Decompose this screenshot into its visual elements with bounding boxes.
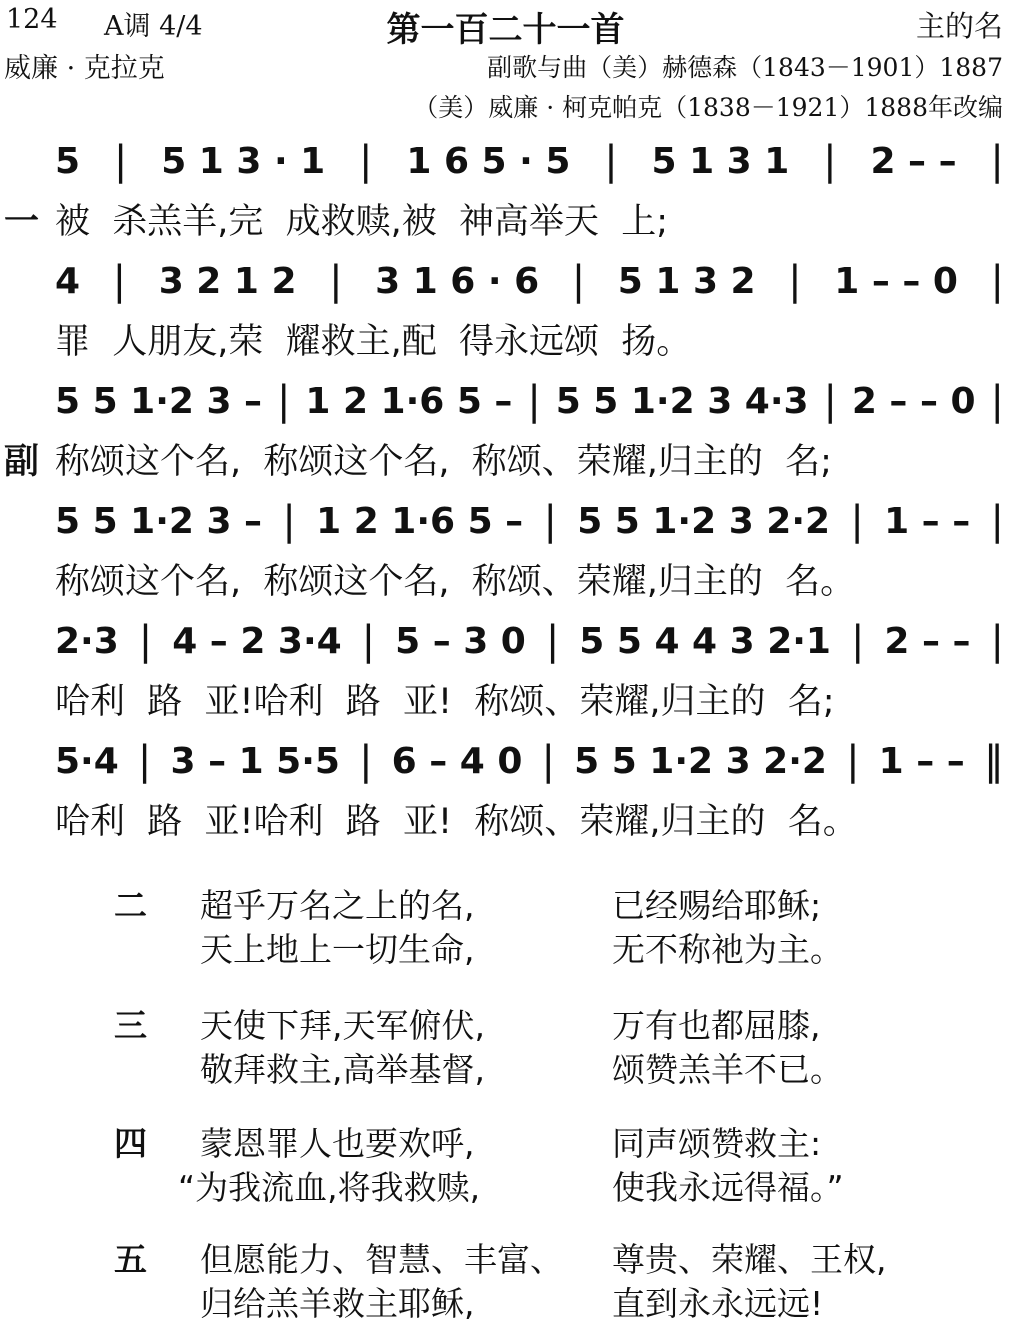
barline: |	[990, 138, 1004, 184]
verse-line: 已经赐给耶稣;	[612, 886, 822, 925]
measure-notes: 4 – 2 3·4	[172, 620, 342, 662]
measure-notes: 6 – 4 0	[391, 740, 523, 782]
notation-row	[55, 258, 1004, 304]
measure-notes: 4	[55, 260, 81, 302]
barline: |	[329, 258, 343, 304]
verse-line: 天上地上一切生命,	[200, 930, 475, 969]
verse-line: 天使下拜,天军俯伏,	[200, 1006, 485, 1045]
verse-line: 归给羔羊救主耶稣,	[200, 1284, 475, 1323]
composer-credit: 副歌与曲（美）赫德森（1843－1901）1887	[487, 53, 1003, 82]
barline: |	[113, 138, 128, 184]
barline: |	[990, 618, 1004, 664]
verse-line: 超乎万名之上的名,	[200, 886, 475, 925]
measure-notes: 5 1 3 · 1	[161, 140, 326, 182]
barline: |	[990, 258, 1004, 304]
lyric-line: 被 杀羔羊,完 成救赎,被 神高举天 上;	[55, 202, 669, 242]
measure-notes: 5	[55, 140, 81, 182]
barline: |	[990, 378, 1004, 424]
hymn-subtitle: 主的名	[915, 9, 1003, 43]
barline: |	[276, 378, 291, 424]
key-signature: A调 4/4	[104, 11, 203, 42]
measure-notes: 2 – –	[870, 140, 957, 182]
barline: |	[527, 378, 541, 424]
page-title: 第一百二十一首	[386, 10, 625, 50]
measure-notes: 5 5 1·2 3 4·3	[555, 380, 809, 422]
measure-notes: 5 5 1·2 3 2·2	[577, 500, 831, 542]
measure-notes: 3 1 6 · 6	[375, 260, 540, 302]
measure-notes: 3 2 1 2	[158, 260, 297, 302]
barline: |	[990, 498, 1004, 544]
verse-line: 万有也都屈膝,	[612, 1006, 821, 1045]
lyric-line: 罪 人朋友,荣 耀救主,配 得永远颂 扬。	[55, 322, 692, 362]
measure-notes: 5 5 1·2 3 –	[55, 380, 263, 422]
lyric-mark: 一	[4, 202, 40, 242]
verse-line: 敬拜救主,高举基督,	[200, 1050, 485, 1089]
measure-notes: 1 – – 0	[834, 260, 958, 302]
notation-row	[55, 738, 1004, 784]
barline: |	[823, 138, 837, 184]
barline: |	[604, 138, 618, 184]
verse-line: 直到永永远远!	[612, 1284, 824, 1323]
measure-notes: 1 – –	[884, 500, 971, 542]
hymn-number: 124	[6, 4, 58, 35]
verse-line: 同声颂赞救主:	[612, 1124, 822, 1163]
verse-line: 使我永远得福。”	[612, 1168, 844, 1207]
measure-notes: 5·4	[55, 740, 119, 782]
verse-number: 五	[114, 1240, 147, 1279]
verse-line: 但愿能力、智慧、丰富、	[200, 1240, 563, 1279]
verse-number: 三	[114, 1006, 147, 1045]
measure-notes: 5 1 3 1	[651, 140, 790, 182]
measure-notes: 3 – 1 5·5	[170, 740, 340, 782]
measure-notes: 5 – 3 0	[395, 620, 526, 662]
measure-notes: 1 2 1·6 5 –	[316, 500, 524, 542]
arranger-credit: （美）威廉 · 柯克帕克（1838－1921）1888年改编	[413, 93, 1003, 122]
verse-number: 四	[114, 1124, 147, 1163]
measure-notes: 5 1 3 2	[617, 260, 756, 302]
measure-notes: 5 5 4 4 3 2·1	[579, 620, 831, 662]
notation-row	[55, 618, 1004, 664]
measure-notes: 2 – –	[884, 620, 971, 662]
lyric-line: 哈利 路 亚!哈利 路 亚! 称颂、荣耀,归主的 名;	[55, 682, 835, 722]
barline: |	[359, 738, 373, 784]
notation-row	[55, 378, 1004, 424]
barline: |	[823, 378, 837, 424]
barline: |	[137, 738, 152, 784]
barline: |	[138, 618, 153, 664]
measure-notes: 2 – – 0	[851, 380, 976, 422]
lyric-line: 称颂这个名, 称颂这个名, 称颂、荣耀,归主的 名。	[55, 562, 856, 602]
barline: |	[361, 618, 376, 664]
measure-notes: 1 6 5 · 5	[406, 140, 571, 182]
barline: ‖	[983, 738, 1004, 784]
lyric-line: 哈利 路 亚!哈利 路 亚! 称颂、荣耀,归主的 名。	[55, 802, 858, 842]
barline: |	[359, 138, 373, 184]
measure-notes: 2·3	[55, 620, 119, 662]
lyric-mark: 副	[4, 442, 40, 482]
lyricist: 威廉 · 克拉克	[4, 53, 165, 84]
measure-notes: 5 5 1·2 3 2·2	[574, 740, 827, 782]
barline: |	[571, 258, 586, 304]
measure-notes: 5 5 1·2 3 –	[55, 500, 263, 542]
barline: |	[282, 498, 296, 544]
notation-row	[55, 138, 1004, 184]
measure-notes: 1 2 1·6 5 –	[305, 380, 513, 422]
measure-notes: 1 – –	[878, 740, 965, 782]
barline: |	[846, 738, 860, 784]
notation-row	[55, 498, 1004, 544]
barline: |	[850, 498, 864, 544]
barline: |	[788, 258, 802, 304]
barline: |	[545, 618, 560, 664]
verse-line: 尊贵、荣耀、王权,	[612, 1240, 887, 1279]
lyric-line: 称颂这个名, 称颂这个名, 称颂、荣耀,归主的 名;	[55, 442, 832, 482]
barline: |	[112, 258, 127, 304]
barline: |	[541, 738, 556, 784]
verse-number: 二	[114, 886, 147, 925]
verse-line: 蒙恩罪人也要欢呼,	[200, 1124, 475, 1163]
verse-line: 颂赞羔羊不已。	[612, 1050, 843, 1089]
verse-line: 无不称祂为主。	[612, 930, 843, 969]
verse-line: “为我流血,将我救赎,	[178, 1168, 481, 1207]
barline: |	[543, 498, 557, 544]
barline: |	[850, 618, 865, 664]
